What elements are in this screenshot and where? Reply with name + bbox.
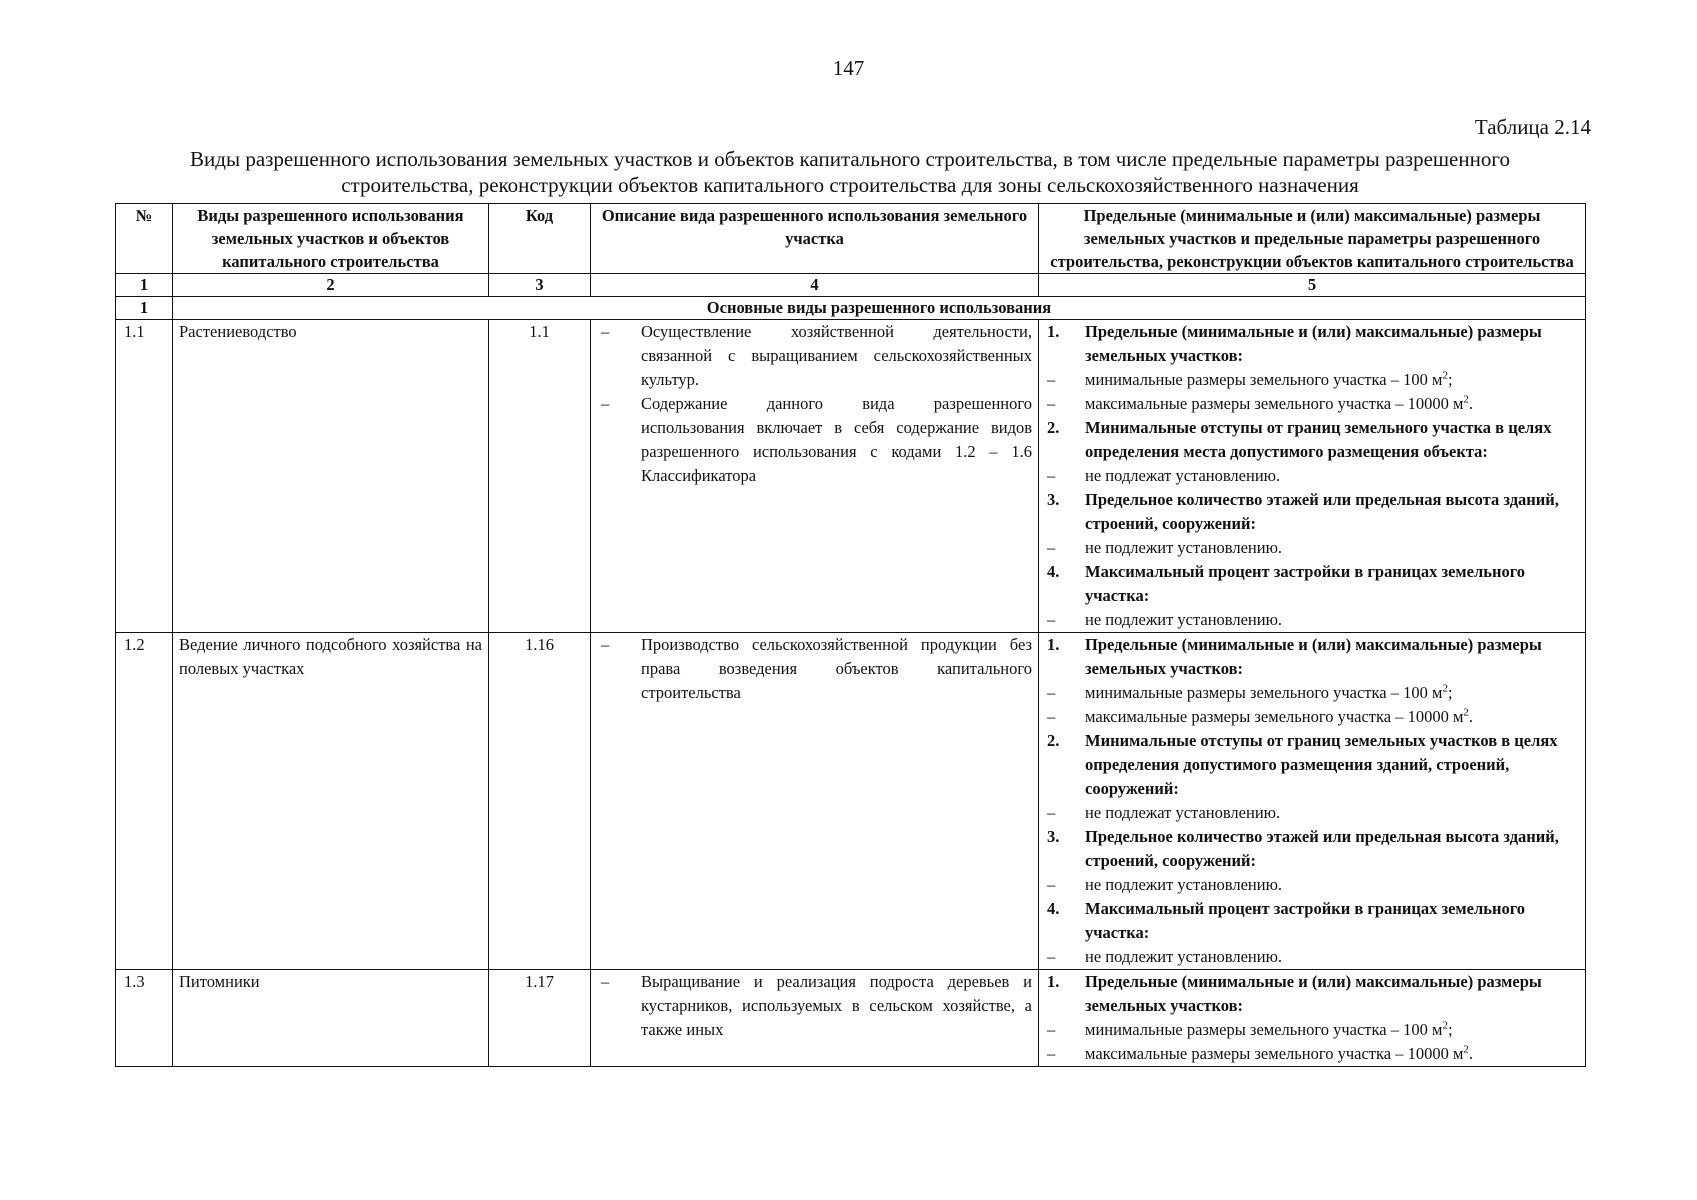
parameter-value [1045, 392, 1579, 416]
value-end-mark: . [1468, 1044, 1474, 1063]
section-number: 1 [116, 297, 173, 320]
parameter-value [1045, 608, 1579, 632]
value-end-mark: ; [1447, 683, 1453, 702]
row-number: 1.2 [116, 633, 173, 970]
dash-bullet: – [1047, 707, 1056, 726]
parameter-heading [1045, 633, 1579, 681]
parameter-heading [1045, 970, 1579, 1018]
unit-superscript: 2 [1463, 706, 1469, 719]
parameter-number: 1. [1047, 972, 1060, 991]
parameter-value-main: не подлежат установлению. [1085, 803, 1281, 822]
description-item [597, 633, 1032, 705]
parameter-title: Минимальные отступы от границ земельных участков в целях определения допустимого размещения зданий, строений, сооружений: [1085, 731, 1558, 798]
value-end-mark: . [1468, 707, 1474, 726]
header-params: Предельные (минимальные и (или) максимальные) размеры земельных участков и предельные параметры разрешенного строительства, реконструкции объектов капитального строительства [1039, 204, 1586, 274]
row-number: 1.3 [116, 970, 173, 1067]
parameter-value-main: минимальные размеры земельного участка – 100 м [1085, 370, 1443, 389]
parameter-value-main: максимальные размеры земельного участка – 10000 м [1085, 1044, 1464, 1063]
parameter-value-main: не подлежит установлению. [1085, 538, 1283, 557]
parameter-value-text [1085, 368, 1579, 392]
parameter-heading [1045, 560, 1579, 608]
parameter-title: Предельные (минимальные и (или) максимальные) размеры земельных участков: [1085, 972, 1542, 1015]
land-use-table [115, 203, 1586, 1067]
parameter-value-main: не подлежит установлению. [1085, 947, 1283, 966]
column-number: 3 [489, 274, 591, 297]
parameter-value [1045, 681, 1579, 705]
dash-bullet: – [601, 972, 610, 991]
table-row [116, 633, 1586, 970]
row-number: 1.1 [116, 320, 173, 633]
table-row [116, 970, 1586, 1067]
parameter-number: 2. [1047, 418, 1060, 437]
unit-superscript: 2 [1442, 369, 1448, 382]
parameter-heading [1045, 320, 1579, 368]
parameter-value [1045, 801, 1579, 825]
dash-bullet: – [1047, 370, 1056, 389]
description-item [597, 970, 1032, 1042]
row-type-name: Растениеводство [173, 320, 489, 633]
description-item [597, 320, 1032, 392]
header-description: Описание вида разрешенного использования земельного участка [591, 204, 1039, 274]
table-caption: Виды разрешенного использования земельных участков и объектов капитального строительства, в том числе предельные параметры разрешенного строительства, реконструкции объектов капитального строительства для зоны сельскохозяйственного назначения [190, 147, 1510, 197]
unit-superscript: 2 [1442, 1019, 1448, 1032]
parameter-value-text [1085, 873, 1579, 897]
parameter-value-text [1085, 392, 1579, 416]
row-code: 1.16 [489, 633, 591, 970]
description-list [597, 320, 1032, 488]
parameter-title: Предельное количество этажей или предельная высота зданий, строений, сооружений: [1085, 490, 1559, 533]
dash-bullet: – [601, 394, 610, 413]
parameter-value-text [1085, 608, 1579, 632]
parameter-value [1045, 536, 1579, 560]
parameter-heading [1045, 416, 1579, 464]
description-list [597, 970, 1032, 1062]
dash-bullet: – [1047, 1044, 1056, 1063]
parameter-value-main: не подлежит установлению. [1085, 610, 1283, 629]
parameter-title: Максимальный процент застройки в границах земельного участка: [1085, 899, 1526, 942]
dash-bullet: – [1047, 394, 1056, 413]
parameter-title: Максимальный процент застройки в границах земельного участка: [1085, 562, 1526, 605]
parameter-number: 1. [1047, 322, 1060, 341]
parameter-value-text [1085, 1018, 1579, 1042]
unit-superscript: 2 [1442, 682, 1448, 695]
parameter-heading [1045, 729, 1579, 801]
row-type-name: Ведение личного подсобного хозяйства на полевых участках [173, 633, 489, 970]
parameter-value-main: не подлежит установлению. [1085, 875, 1283, 894]
parameter-value-main: минимальные размеры земельного участка – 100 м [1085, 683, 1443, 702]
row-code: 1.17 [489, 970, 591, 1067]
row-parameters [1039, 320, 1586, 633]
row-type-name: Питомники [173, 970, 489, 1067]
parameter-value [1045, 873, 1579, 897]
dash-bullet: – [601, 322, 610, 341]
parameter-number: 4. [1047, 899, 1060, 918]
section-title: Основные виды разрешенного использования [173, 297, 1586, 320]
parameter-value [1045, 1042, 1579, 1066]
page-number: 147 [832, 56, 865, 80]
parameter-title: Предельные (минимальные и (или) максимальные) размеры земельных участков: [1085, 322, 1542, 365]
column-number-row [116, 274, 1586, 297]
parameter-number: 3. [1047, 490, 1060, 509]
parameter-value-main: максимальные размеры земельного участка – 10000 м [1085, 707, 1464, 726]
parameter-value [1045, 1018, 1579, 1042]
unit-superscript: 2 [1463, 393, 1469, 406]
parameter-title: Минимальные отступы от границ земельного участка в целях определения места допустимого размещения объекта: [1085, 418, 1552, 461]
value-end-mark: . [1468, 394, 1474, 413]
parameter-number: 1. [1047, 635, 1060, 654]
column-number: 4 [591, 274, 1039, 297]
column-number: 1 [116, 274, 173, 297]
parameter-value-main: минимальные размеры земельного участка – 100 м [1085, 1020, 1443, 1039]
dash-bullet: – [1047, 1020, 1056, 1039]
row-description [591, 633, 1039, 970]
parameter-value-text [1085, 681, 1579, 705]
header-num: № [116, 204, 173, 274]
row-parameters [1039, 633, 1586, 970]
description-text: Содержание данного вида разрешенного использования включает в себя содержание видов разрешенного использования с кодами 1.2 – 1.6 Классификатора [641, 394, 1032, 485]
parameter-value [1045, 705, 1579, 729]
row-parameters [1039, 970, 1586, 1067]
column-number: 2 [173, 274, 489, 297]
description-text: Осуществление хозяйственной деятельности, связанной с выращиванием сельскохозяйственных культур. [641, 322, 1032, 389]
dash-bullet: – [1047, 683, 1056, 702]
dash-bullet: – [1047, 610, 1056, 629]
table-row [116, 320, 1586, 633]
parameter-value [1045, 368, 1579, 392]
dash-bullet: – [1047, 538, 1056, 557]
row-description [591, 970, 1039, 1067]
unit-superscript: 2 [1463, 1043, 1469, 1056]
value-end-mark: ; [1447, 1020, 1453, 1039]
row-description [591, 320, 1039, 633]
description-text: Производство сельскохозяйственной продукции без права возведения объектов капитального строительства [641, 635, 1032, 702]
dash-bullet: – [601, 635, 610, 654]
parameter-number: 2. [1047, 731, 1060, 750]
dash-bullet: – [1047, 466, 1056, 485]
description-item [597, 392, 1032, 488]
description-list [597, 633, 1032, 705]
parameter-value-text [1085, 705, 1579, 729]
value-end-mark: ; [1447, 370, 1453, 389]
parameter-value [1045, 945, 1579, 969]
parameter-number: 3. [1047, 827, 1060, 846]
parameter-value-text [1085, 1042, 1579, 1066]
parameter-value-main: не подлежат установлению. [1085, 466, 1281, 485]
parameter-value-text [1085, 464, 1579, 488]
dash-bullet: – [1047, 803, 1056, 822]
parameter-value-text [1085, 801, 1579, 825]
section-row [116, 297, 1586, 320]
parameter-value-text [1085, 945, 1579, 969]
header-code: Код [489, 204, 591, 274]
parameter-value [1045, 464, 1579, 488]
header-row [116, 204, 1586, 274]
parameter-value-text [1085, 536, 1579, 560]
table-label: Таблица 2.14 [1474, 115, 1591, 139]
dash-bullet: – [1047, 947, 1056, 966]
parameter-title: Предельное количество этажей или предельная высота зданий, строений, сооружений: [1085, 827, 1559, 870]
parameter-title: Предельные (минимальные и (или) максимальные) размеры земельных участков: [1085, 635, 1542, 678]
parameter-heading [1045, 897, 1579, 945]
parameter-number: 4. [1047, 562, 1060, 581]
column-number: 5 [1039, 274, 1586, 297]
parameter-heading [1045, 488, 1579, 536]
description-text: Выращивание и реализация подроста деревьев и кустарников, используемых в сельском хозяйстве, а также иных [641, 972, 1032, 1039]
header-type: Виды разрешенного использования земельных участков и объектов капитального строительства [173, 204, 489, 274]
parameter-value-main: максимальные размеры земельного участка – 10000 м [1085, 394, 1464, 413]
dash-bullet: – [1047, 875, 1056, 894]
row-code: 1.1 [489, 320, 591, 633]
parameter-heading [1045, 825, 1579, 873]
